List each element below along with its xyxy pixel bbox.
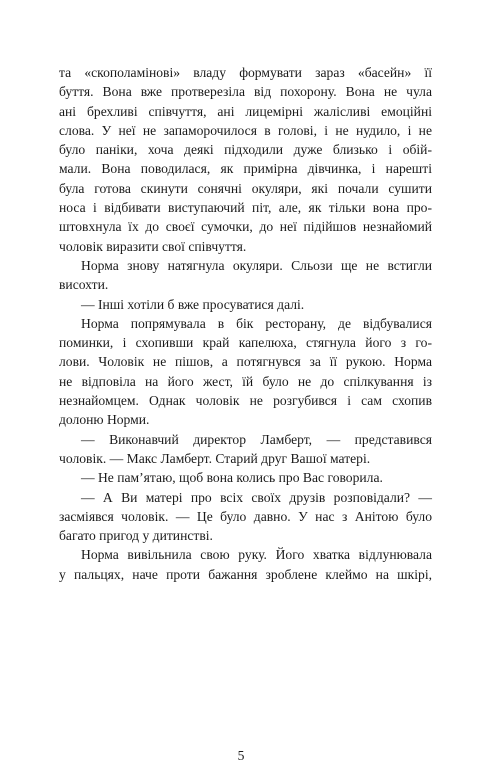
text-line: буття. Вона вже протверезіла від похорону. Вона не чула xyxy=(59,84,432,100)
text-line: Норма попрямувала в бік ресторану, де відбувалися xyxy=(81,315,432,331)
body-text xyxy=(59,63,432,584)
text-line: було паніки, хоча деякі підходили дуже близько і обій- xyxy=(59,142,432,158)
text-line: чоловік. — Макс Ламберт. Старий друг Вашої матері. xyxy=(59,450,371,466)
text-line: штовхнула їх до своєї сумочки, до неї підійшов незнайомий xyxy=(59,219,432,235)
text-line: була готова скинути сонячні окуляри, які почали сушити xyxy=(59,180,432,196)
text-line: носа і відбивати виступаючий піт, але, як тільки вона про- xyxy=(59,200,432,216)
text-line: чоловік виразити свої співчуття. xyxy=(59,238,247,254)
text-line: Норма знову натягнула окуляри. Сльози ще не встигли xyxy=(81,257,432,273)
dialogue-line: — Інші хотіли б вже просуватися далі. xyxy=(81,296,305,312)
text-line: незнайомцем. Однак чоловік не розгубився і сам схопив xyxy=(59,393,432,409)
text-line: висохти. xyxy=(59,277,109,293)
page-number: 5 xyxy=(237,748,245,763)
text-line: ані брехливі співчуття, ані лицемірні жалісливі емоційні xyxy=(59,103,432,119)
text-line: слова. У неї не запаморочилося в голові, і не нудило, і не xyxy=(59,122,432,138)
text-line: та «скополамінові» владу формувати зараз «басейн» її xyxy=(59,65,432,80)
dialogue-line: — Не пам’ятаю, щоб вона колись про Вас говорила. xyxy=(81,470,383,486)
text-line: не відповіла на його жест, їй було не до спілкування із xyxy=(59,373,432,389)
text-line: Норма вивільнила свою руку. Його хватка відлунювала xyxy=(81,547,432,563)
text-line: поминки, і схопивши край капелюха, стягнула його з го- xyxy=(59,335,432,351)
text-line: у пальцях, наче проти бажання зроблене клеймо на шкірі, xyxy=(59,566,432,582)
dialogue-line: — Виконавчий директор Ламберт, — представився xyxy=(81,431,432,447)
text-line: лови. Чоловік не пішов, а потягнувся за її рукою. Норма xyxy=(59,354,432,370)
text-line: долоню Норми. xyxy=(59,412,150,428)
text-line: багато пригод у дитинстві. xyxy=(59,528,213,544)
text-line: мали. Вона поводилася, як примірна дівчинка, і нарешті xyxy=(59,161,432,177)
dialogue-line: — А Ви матері про всіх своїх друзів розповідали? — xyxy=(81,489,432,505)
text-line: засміявся чоловік. — Це було давно. У нас з Анітою було xyxy=(59,508,432,524)
